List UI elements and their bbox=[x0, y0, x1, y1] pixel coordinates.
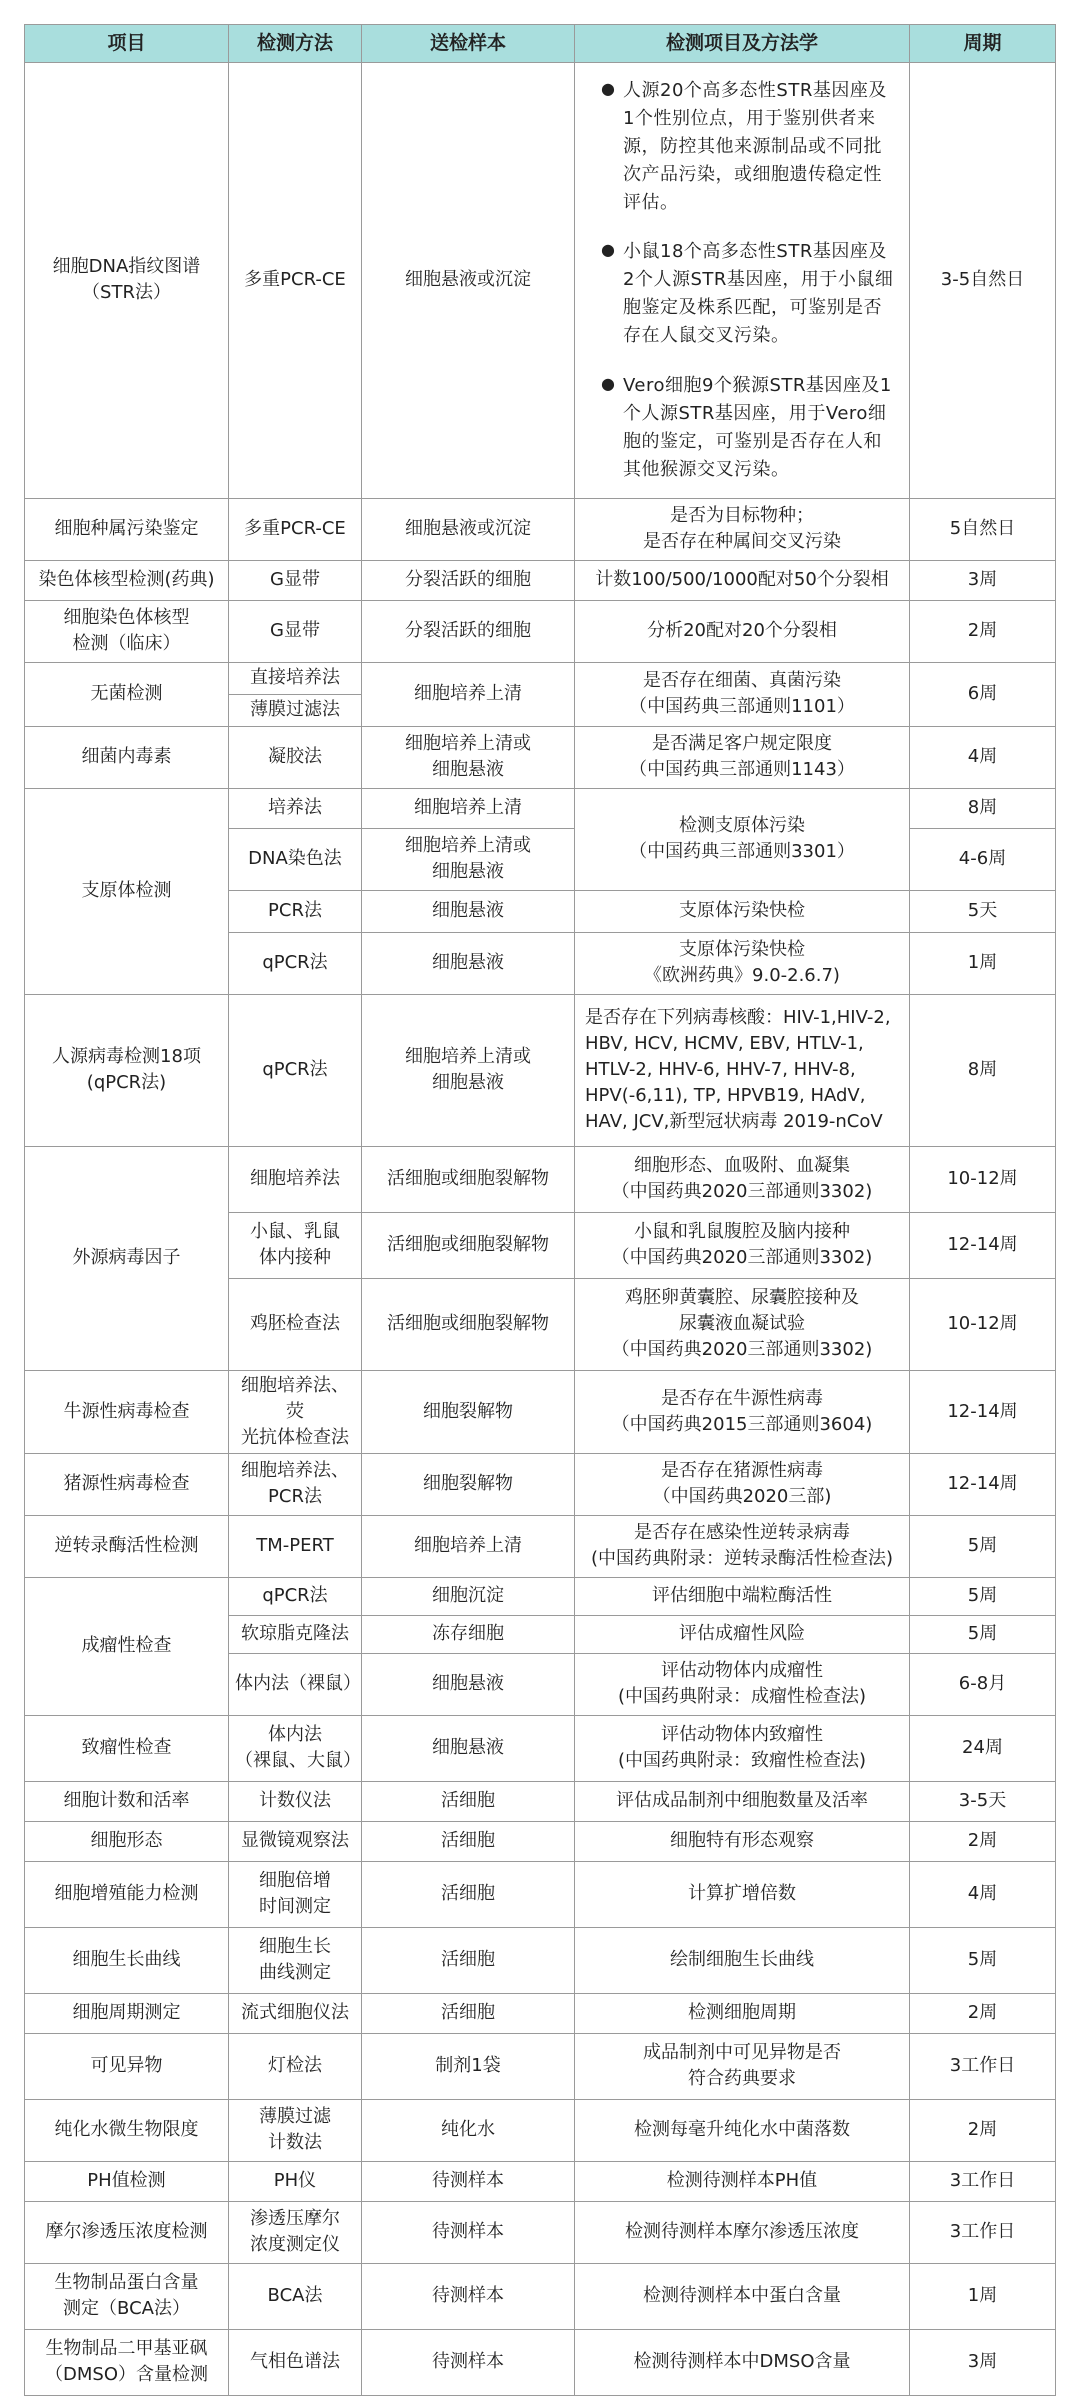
row-sample: 细胞悬液或沉淀 bbox=[362, 63, 575, 499]
row-sample: 细胞培养上清或 细胞悬液 bbox=[362, 994, 575, 1146]
table-row bbox=[25, 1453, 1056, 1515]
row-sample: 分裂活跃的细胞 bbox=[362, 560, 575, 600]
row-sample: 活细胞 bbox=[362, 1821, 575, 1861]
row-content: 是否满足客户规定限度 （中国药典三部通则1143） bbox=[575, 726, 910, 788]
table-row bbox=[25, 1781, 1056, 1821]
header-period: 周期 bbox=[910, 25, 1056, 63]
header-item: 项目 bbox=[25, 25, 229, 63]
row-item: 纯化水微生物限度 bbox=[25, 2099, 229, 2161]
table-row bbox=[25, 2033, 1056, 2099]
row-sample: 细胞悬液 bbox=[362, 890, 575, 932]
table-row bbox=[25, 994, 1056, 1146]
row-content: 是否存在牛源性病毒 （中国药典2015三部通则3604) bbox=[575, 1370, 910, 1453]
row-item: 成瘤性检查 bbox=[25, 1577, 229, 1715]
header-content: 检测项目及方法学 bbox=[575, 25, 910, 63]
row-content: 检测细胞周期 bbox=[575, 1993, 910, 2033]
table-row bbox=[25, 2263, 1056, 2329]
row-content: 评估细胞中端粒酶活性 bbox=[575, 1577, 910, 1615]
row-item: 支原体检测 bbox=[25, 788, 229, 994]
row-sample: 细胞培养上清 bbox=[362, 662, 575, 726]
row-content: 评估动物体内致瘤性 (中国药典附录：致瘤性检查法) bbox=[575, 1715, 910, 1781]
row-item: 细胞种属污染鉴定 bbox=[25, 498, 229, 560]
table-row bbox=[25, 2161, 1056, 2201]
row-period: 2周 bbox=[910, 600, 1056, 662]
table-row bbox=[25, 1715, 1056, 1781]
row-period: 4周 bbox=[910, 1861, 1056, 1927]
row-content: 是否存在猪源性病毒 （中国药典2020三部) bbox=[575, 1453, 910, 1515]
row-sample: 活细胞 bbox=[362, 1781, 575, 1821]
row-period: 3工作日 bbox=[910, 2033, 1056, 2099]
row-period: 5周 bbox=[910, 1515, 1056, 1577]
row-item: 猪源性病毒检查 bbox=[25, 1453, 229, 1515]
table-row bbox=[25, 1861, 1056, 1927]
row-content: 评估动物体内成瘤性 (中国药典附录：成瘤性检查法) bbox=[575, 1653, 910, 1715]
row-period: 8周 bbox=[910, 788, 1056, 828]
row-content: 是否为目标物种； 是否存在种属间交叉污染 bbox=[575, 498, 910, 560]
row-sample: 冻存细胞 bbox=[362, 1615, 575, 1653]
row-method: G显带 bbox=[229, 560, 362, 600]
row-content: 评估成品制剂中细胞数量及活率 bbox=[575, 1781, 910, 1821]
table-row bbox=[25, 1146, 1056, 1212]
row-content: 是否存在感染性逆转录病毒 (中国药典附录：逆转录酶活性检查法) bbox=[575, 1515, 910, 1577]
row-period: 3-5天 bbox=[910, 1781, 1056, 1821]
row-sample: 分裂活跃的细胞 bbox=[362, 600, 575, 662]
row-period: 5自然日 bbox=[910, 498, 1056, 560]
row-sample: 细胞沉淀 bbox=[362, 1577, 575, 1615]
row-method: 软琼脂克隆法 bbox=[229, 1615, 362, 1653]
row-item: 细菌内毒素 bbox=[25, 726, 229, 788]
row-method: PCR法 bbox=[229, 890, 362, 932]
row-sample: 细胞悬液或沉淀 bbox=[362, 498, 575, 560]
row-item: 生物制品蛋白含量 测定（BCA法） bbox=[25, 2263, 229, 2329]
table-row bbox=[25, 1515, 1056, 1577]
row-sample: 待测样本 bbox=[362, 2161, 575, 2201]
row-method: 体内法 （裸鼠、大鼠） bbox=[229, 1715, 362, 1781]
row-content: 检测待测样本PH值 bbox=[575, 2161, 910, 2201]
row-method: 细胞生长 曲线测定 bbox=[229, 1927, 362, 1993]
row-sample: 待测样本 bbox=[362, 2201, 575, 2263]
row-method: 流式细胞仪法 bbox=[229, 1993, 362, 2033]
row-sample: 细胞悬液 bbox=[362, 1653, 575, 1715]
table-row bbox=[25, 788, 1056, 828]
row-sample: 细胞培养上清 bbox=[362, 1515, 575, 1577]
row-method: qPCR法 bbox=[229, 994, 362, 1146]
row-item: 细胞DNA指纹图谱 （STR法） bbox=[25, 63, 229, 499]
row-item: 牛源性病毒检查 bbox=[25, 1370, 229, 1453]
row-sample: 细胞悬液 bbox=[362, 932, 575, 994]
table-row bbox=[25, 2201, 1056, 2263]
table-row bbox=[25, 560, 1056, 600]
row-item: 染色体核型检测(药典) bbox=[25, 560, 229, 600]
header-method: 检测方法 bbox=[229, 25, 362, 63]
row-method: TM-PERT bbox=[229, 1515, 362, 1577]
row-period: 1周 bbox=[910, 2263, 1056, 2329]
row-content: 计数100/500/1000配对50个分裂相 bbox=[575, 560, 910, 600]
row-item: 外源病毒因子 bbox=[25, 1146, 229, 1370]
row-sample: 待测样本 bbox=[362, 2329, 575, 2395]
row-item: 细胞增殖能力检测 bbox=[25, 1861, 229, 1927]
row-method: 培养法 bbox=[229, 788, 362, 828]
row-period: 8周 bbox=[910, 994, 1056, 1146]
row-method: 凝胶法 bbox=[229, 726, 362, 788]
row-period: 12-14周 bbox=[910, 1370, 1056, 1453]
row-content: 是否存在细菌、真菌污染 （中国药典三部通则1101） bbox=[575, 662, 910, 726]
row-method: 多重PCR-CE bbox=[229, 63, 362, 499]
row-sample: 细胞悬液 bbox=[362, 1715, 575, 1781]
row-method: 细胞培养法、 PCR法 bbox=[229, 1453, 362, 1515]
row-method: DNA染色法 bbox=[229, 828, 362, 890]
table-row bbox=[25, 1927, 1056, 1993]
row-sample: 活细胞 bbox=[362, 1993, 575, 2033]
row-content: 细胞特有形态观察 bbox=[575, 1821, 910, 1861]
row-content: 支原体污染快检 《欧洲药典》9.0-2.6.7) bbox=[575, 932, 910, 994]
row-period: 12-14周 bbox=[910, 1212, 1056, 1278]
table-row bbox=[25, 2329, 1056, 2395]
row-content: 检测待测样本中蛋白含量 bbox=[575, 2263, 910, 2329]
row-method: 多重PCR-CE bbox=[229, 498, 362, 560]
bullet-item: ● 小鼠18个高多态性STR基因座及2个人源STR基因座，用于小鼠细胞鉴定及株系匹配，可鉴别是否存在人鼠交叉污染。 bbox=[601, 238, 895, 350]
row-method: PH仪 bbox=[229, 2161, 362, 2201]
row-method: G显带 bbox=[229, 600, 362, 662]
row-sample: 待测样本 bbox=[362, 2263, 575, 2329]
row-method: 直接培养法 bbox=[229, 662, 362, 694]
row-item: 细胞计数和活率 bbox=[25, 1781, 229, 1821]
row-sample: 纯化水 bbox=[362, 2099, 575, 2161]
row-content: 鸡胚卵黄囊腔、尿囊腔接种及 尿囊液血凝试验 （中国药典2020三部通则3302) bbox=[575, 1278, 910, 1370]
row-period: 10-12周 bbox=[910, 1278, 1056, 1370]
row-period: 4-6周 bbox=[910, 828, 1056, 890]
row-item: 致瘤性检查 bbox=[25, 1715, 229, 1781]
row-content: 检测支原体污染 （中国药典三部通则3301） bbox=[575, 788, 910, 890]
row-content: 绘制细胞生长曲线 bbox=[575, 1927, 910, 1993]
row-sample: 活细胞或细胞裂解物 bbox=[362, 1146, 575, 1212]
table-row bbox=[25, 662, 1056, 694]
table-row bbox=[25, 726, 1056, 788]
row-item: 细胞形态 bbox=[25, 1821, 229, 1861]
row-period: 5周 bbox=[910, 1927, 1056, 1993]
row-period: 1周 bbox=[910, 932, 1056, 994]
row-period: 2周 bbox=[910, 2099, 1056, 2161]
row-content: 细胞形态、血吸附、血凝集 （中国药典2020三部通则3302) bbox=[575, 1146, 910, 1212]
row-sample: 制剂1袋 bbox=[362, 2033, 575, 2099]
row-item: 可见异物 bbox=[25, 2033, 229, 2099]
row-sample: 细胞培养上清或 细胞悬液 bbox=[362, 726, 575, 788]
bullet-item: ● Vero细胞9个猴源STR基因座及1个人源STR基因座，用于Vero细胞的鉴定，可鉴别是否存在人和其他猴源交叉污染。 bbox=[601, 372, 895, 484]
row-method: 细胞培养法 bbox=[229, 1146, 362, 1212]
row-method: 细胞培养法、荧 光抗体检查法 bbox=[229, 1370, 362, 1453]
row-period: 4周 bbox=[910, 726, 1056, 788]
row-item: 生物制品二甲基亚砜 （DMSO）含量检测 bbox=[25, 2329, 229, 2395]
header-sample: 送检样本 bbox=[362, 25, 575, 63]
table-row bbox=[25, 498, 1056, 560]
row-content: 检测待测样本摩尔渗透压浓度 bbox=[575, 2201, 910, 2263]
row-method: 体内法（裸鼠） bbox=[229, 1653, 362, 1715]
row-item: PH值检测 bbox=[25, 2161, 229, 2201]
row-method: qPCR法 bbox=[229, 1577, 362, 1615]
row-sample: 细胞裂解物 bbox=[362, 1370, 575, 1453]
row-content: 成品制剂中可见异物是否 符合药典要求 bbox=[575, 2033, 910, 2099]
row-method: qPCR法 bbox=[229, 932, 362, 994]
table-header bbox=[25, 25, 1056, 63]
row-content: 检测每毫升纯化水中菌落数 bbox=[575, 2099, 910, 2161]
row-method: 计数仪法 bbox=[229, 1781, 362, 1821]
row-method: 灯检法 bbox=[229, 2033, 362, 2099]
row-period: 3周 bbox=[910, 2329, 1056, 2395]
row-method: 渗透压摩尔 浓度测定仪 bbox=[229, 2201, 362, 2263]
row-item: 细胞周期测定 bbox=[25, 1993, 229, 2033]
table-row bbox=[25, 1370, 1056, 1453]
row-content: 检测待测样本中DMSO含量 bbox=[575, 2329, 910, 2395]
row-item: 细胞生长曲线 bbox=[25, 1927, 229, 1993]
row-content: 分析20配对20个分裂相 bbox=[575, 600, 910, 662]
row-item: 逆转录酶活性检测 bbox=[25, 1515, 229, 1577]
row-item: 细胞染色体核型 检测（临床） bbox=[25, 600, 229, 662]
row-content: 支原体污染快检 bbox=[575, 890, 910, 932]
row-method: 鸡胚检查法 bbox=[229, 1278, 362, 1370]
row-period: 3周 bbox=[910, 560, 1056, 600]
row-period: 6-8月 bbox=[910, 1653, 1056, 1715]
row-item: 无菌检测 bbox=[25, 662, 229, 726]
row-period: 3-5自然日 bbox=[910, 63, 1056, 499]
table-row bbox=[25, 1577, 1056, 1615]
table-row bbox=[25, 63, 1056, 499]
row-period: 24周 bbox=[910, 1715, 1056, 1781]
row-sample: 活细胞 bbox=[362, 1861, 575, 1927]
table-row bbox=[25, 600, 1056, 662]
row-content bbox=[575, 63, 910, 499]
row-period: 5天 bbox=[910, 890, 1056, 932]
row-item: 摩尔渗透压浓度检测 bbox=[25, 2201, 229, 2263]
row-sample: 活细胞 bbox=[362, 1927, 575, 1993]
row-method: 小鼠、乳鼠 体内接种 bbox=[229, 1212, 362, 1278]
row-method: BCA法 bbox=[229, 2263, 362, 2329]
row-content: 计算扩增倍数 bbox=[575, 1861, 910, 1927]
row-period: 5周 bbox=[910, 1615, 1056, 1653]
bullet-item: ● 人源20个高多态性STR基因座及1个性别位点，用于鉴别供者来源，防控其他来源制品或不同批次产品污染，或细胞遗传稳定性评估。 bbox=[601, 77, 895, 216]
row-period: 2周 bbox=[910, 1821, 1056, 1861]
row-sample: 细胞培养上清或 细胞悬液 bbox=[362, 828, 575, 890]
row-method: 薄膜过滤 计数法 bbox=[229, 2099, 362, 2161]
table-row bbox=[25, 1993, 1056, 2033]
row-period: 3工作日 bbox=[910, 2201, 1056, 2263]
row-content: 评估成瘤性风险 bbox=[575, 1615, 910, 1653]
row-content: 是否存在下列病毒核酸：HIV-1,HIV-2, HBV, HCV, HCMV, EBV, HTLV-1, HTLV-2, HHV-6, HHV-7, HHV-8, HPV(-6,11), TP, HPVB19, HAdV, HAV, JCV,新型冠状病毒 2019-nCoV bbox=[575, 994, 910, 1146]
row-period: 6周 bbox=[910, 662, 1056, 726]
row-content: 小鼠和乳鼠腹腔及脑内接种 （中国药典2020三部通则3302) bbox=[575, 1212, 910, 1278]
row-method: 气相色谱法 bbox=[229, 2329, 362, 2395]
row-period: 5周 bbox=[910, 1577, 1056, 1615]
row-method: 显微镜观察法 bbox=[229, 1821, 362, 1861]
table-row bbox=[25, 1821, 1056, 1861]
row-method: 薄膜过滤法 bbox=[229, 694, 362, 726]
row-period: 2周 bbox=[910, 1993, 1056, 2033]
row-period: 3工作日 bbox=[910, 2161, 1056, 2201]
table-row bbox=[25, 2099, 1056, 2161]
row-sample: 活细胞或细胞裂解物 bbox=[362, 1212, 575, 1278]
row-method: 细胞倍增 时间测定 bbox=[229, 1861, 362, 1927]
row-sample: 细胞培养上清 bbox=[362, 788, 575, 828]
row-sample: 活细胞或细胞裂解物 bbox=[362, 1278, 575, 1370]
row-sample: 细胞裂解物 bbox=[362, 1453, 575, 1515]
row-period: 12-14周 bbox=[910, 1453, 1056, 1515]
test-items-table bbox=[24, 24, 1056, 2396]
row-item: 人源病毒检测18项 (qPCR法) bbox=[25, 994, 229, 1146]
row-period: 10-12周 bbox=[910, 1146, 1056, 1212]
